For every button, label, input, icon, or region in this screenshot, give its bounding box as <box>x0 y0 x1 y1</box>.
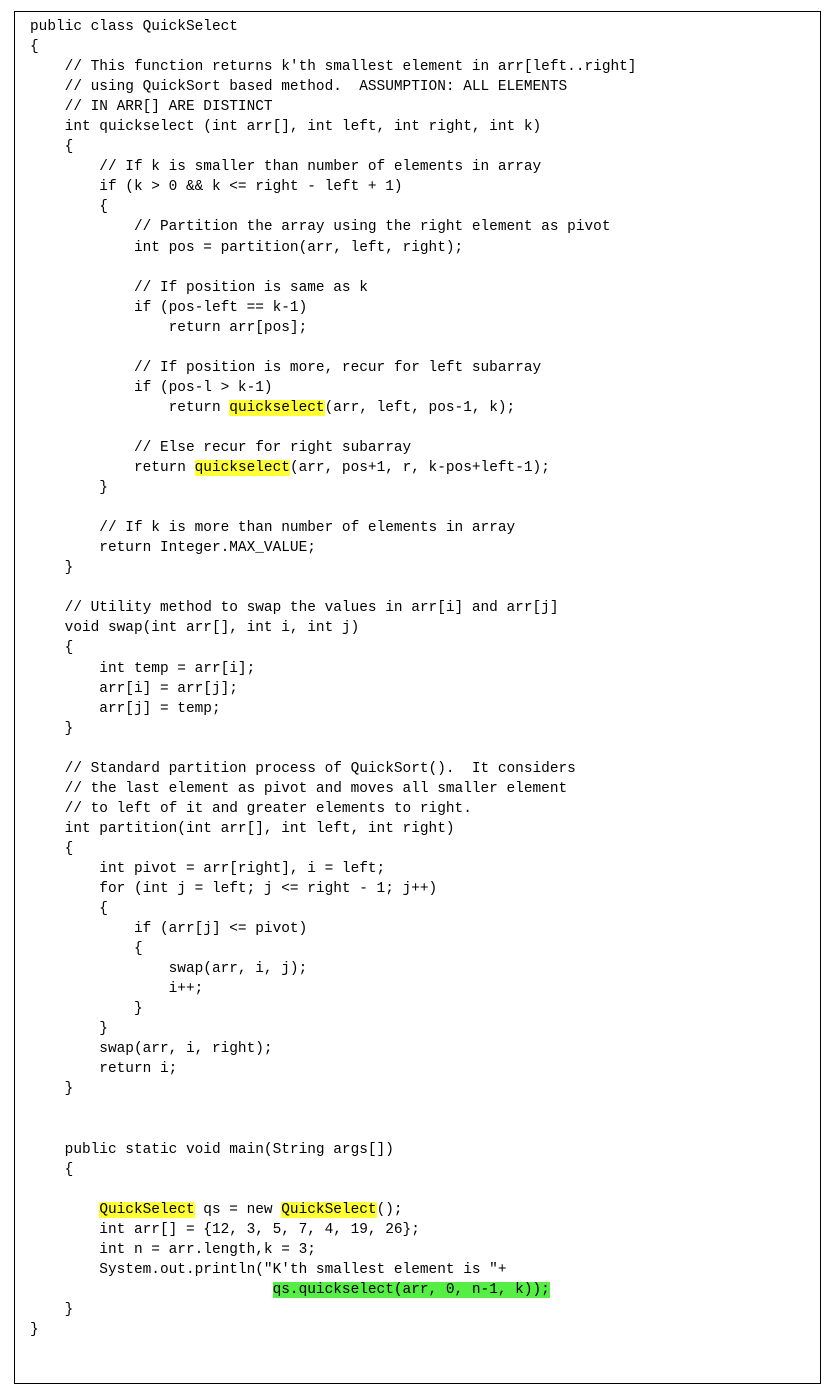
code-line <box>30 57 636 77</box>
code-line <box>30 638 636 658</box>
code-text: arr[j] = temp; <box>30 700 221 717</box>
code-line <box>30 939 636 959</box>
code-line <box>30 478 636 498</box>
code-text: int quickselect (int arr[], int left, int right, int k) <box>30 119 542 136</box>
code-text: return <box>30 460 195 477</box>
code-text: if (arr[j] <= pivot) <box>30 921 308 938</box>
code-text: { <box>30 640 74 657</box>
code-line <box>30 1160 636 1180</box>
code-line <box>30 1300 636 1320</box>
code-line <box>30 879 636 899</box>
code-line <box>30 1180 636 1200</box>
code-line <box>30 1260 636 1280</box>
code-line <box>30 238 636 258</box>
code-line <box>30 1240 636 1260</box>
code-text: // Standard partition process of QuickSort(). It considers <box>30 760 576 777</box>
code-line <box>30 999 636 1019</box>
code-line <box>30 839 636 859</box>
code-line <box>30 1140 636 1160</box>
code-line <box>30 137 636 157</box>
code-line <box>30 117 636 137</box>
code-line <box>30 177 636 197</box>
code-text: public class QuickSelect <box>30 19 238 35</box>
code-line <box>30 1220 636 1240</box>
code-line <box>30 518 636 538</box>
code-line <box>30 558 636 578</box>
code-text: return i; <box>30 1061 178 1078</box>
code-line <box>30 959 636 979</box>
code-line <box>30 498 636 518</box>
code-text: for (int j = left; j <= right - 1; j++) <box>30 881 438 898</box>
code-text: // This function returns k'th smallest element in arr[left..right] <box>30 59 637 76</box>
code-text: // using QuickSort based method. ASSUMPTION: ALL ELEMENTS <box>30 79 568 96</box>
code-text: int n = arr.length,k = 3; <box>30 1241 316 1258</box>
code-line <box>30 378 636 398</box>
highlight-green: qs.quickselect(arr, 0, n-1, k)); <box>272 1281 550 1298</box>
code-text <box>30 1202 99 1218</box>
code-line <box>30 358 636 378</box>
code-line <box>30 779 636 799</box>
code-text: } <box>30 720 74 737</box>
highlight-yellow: QuickSelect <box>281 1201 377 1218</box>
code-text: (arr, pos+1, r, k-pos+left-1); <box>289 460 550 477</box>
highlight-yellow: QuickSelect <box>99 1201 195 1218</box>
code-line <box>30 1079 636 1099</box>
code-line <box>30 719 636 739</box>
code-line <box>30 979 636 999</box>
code-text: swap(arr, i, right); <box>30 1041 273 1058</box>
code-line <box>30 298 636 318</box>
code-text: } <box>30 1322 39 1339</box>
code-text: arr[i] = arr[j]; <box>30 680 238 697</box>
code-text: int partition(int arr[], int left, int right) <box>30 820 455 837</box>
code-line <box>30 418 636 438</box>
code-text <box>30 1282 273 1298</box>
code-text: // If position is same as k <box>30 279 368 296</box>
code-text: // Partition the array using the right element as pivot <box>30 219 611 236</box>
code-text: } <box>30 560 74 577</box>
code-line <box>30 759 636 779</box>
highlight-yellow: quickselect <box>194 460 290 477</box>
code-line <box>30 97 636 117</box>
code-line <box>30 578 636 598</box>
code-line <box>30 819 636 839</box>
code-line <box>30 618 636 638</box>
code-text: if (pos-left == k-1) <box>30 299 308 316</box>
code-line <box>30 37 636 57</box>
code-text: int temp = arr[i]; <box>30 660 256 677</box>
code-line <box>30 318 636 338</box>
code-text: public static void main(String args[]) <box>30 1141 394 1158</box>
code-text: { <box>30 901 108 918</box>
code-line <box>30 899 636 919</box>
code-text: swap(arr, i, j); <box>30 961 308 978</box>
code-text: } <box>30 1302 74 1318</box>
code-block <box>30 17 636 1340</box>
code-line <box>30 699 636 719</box>
code-line <box>30 77 636 97</box>
code-line <box>30 17 636 37</box>
code-text: { <box>30 39 39 56</box>
code-text: } <box>30 480 108 497</box>
code-text: int arr[] = {12, 3, 5, 7, 4, 19, 26}; <box>30 1221 420 1238</box>
code-text: // to left of it and greater elements to right. <box>30 800 472 817</box>
code-line <box>30 679 636 699</box>
code-line <box>30 1280 636 1300</box>
code-text: (arr, left, pos-1, k); <box>324 399 516 416</box>
code-line <box>30 278 636 298</box>
code-line <box>30 799 636 819</box>
code-text: void swap(int arr[], int i, int j) <box>30 620 360 637</box>
code-line <box>30 438 636 458</box>
code-text: System.out.println("K'th smallest element is "+ <box>30 1261 507 1278</box>
code-line <box>30 1100 636 1120</box>
code-text: // the last element as pivot and moves all smaller element <box>30 780 568 797</box>
code-text: { <box>30 199 108 216</box>
code-text: int pos = partition(arr, left, right); <box>30 239 464 256</box>
code-line <box>30 598 636 618</box>
highlight-yellow: quickselect <box>229 399 325 416</box>
code-line <box>30 739 636 759</box>
code-text: } <box>30 1081 74 1098</box>
code-line <box>30 1320 636 1340</box>
code-text: // Else recur for right subarray <box>30 439 412 456</box>
code-text: return arr[pos]; <box>30 319 308 336</box>
code-line <box>30 197 636 217</box>
code-line <box>30 919 636 939</box>
code-text: // If position is more, recur for left subarray <box>30 359 542 376</box>
code-text: return Integer.MAX_VALUE; <box>30 540 316 557</box>
code-text: if (pos-l > k-1) <box>30 379 273 396</box>
code-text: { <box>30 139 74 156</box>
code-line <box>30 157 636 177</box>
code-line <box>30 659 636 679</box>
code-text: return <box>30 399 230 416</box>
code-text: int pivot = arr[right], i = left; <box>30 860 386 877</box>
code-line <box>30 1200 636 1220</box>
code-text: } <box>30 1001 143 1018</box>
code-line <box>30 398 636 418</box>
code-text: (); <box>376 1201 403 1218</box>
code-line <box>30 1120 636 1140</box>
code-line <box>30 338 636 358</box>
code-text: { <box>30 840 74 857</box>
code-text: i++; <box>30 981 204 998</box>
code-line <box>30 1039 636 1059</box>
code-text: // Utility method to swap the values in arr[i] and arr[j] <box>30 600 559 617</box>
code-line <box>30 538 636 558</box>
code-line <box>30 217 636 237</box>
code-line <box>30 859 636 879</box>
code-text: { <box>30 1161 74 1178</box>
code-text: if (k > 0 && k <= right - left + 1) <box>30 179 403 196</box>
code-text: // IN ARR[] ARE DISTINCT <box>30 99 273 116</box>
code-text: // If k is smaller than number of elements in array <box>30 159 542 176</box>
code-text: qs = new <box>194 1201 282 1218</box>
code-line <box>30 458 636 478</box>
code-text: // If k is more than number of elements in array <box>30 520 516 537</box>
code-text: } <box>30 1021 108 1038</box>
code-text: { <box>30 941 143 958</box>
code-line <box>30 1059 636 1079</box>
code-line <box>30 258 636 278</box>
code-line <box>30 1019 636 1039</box>
